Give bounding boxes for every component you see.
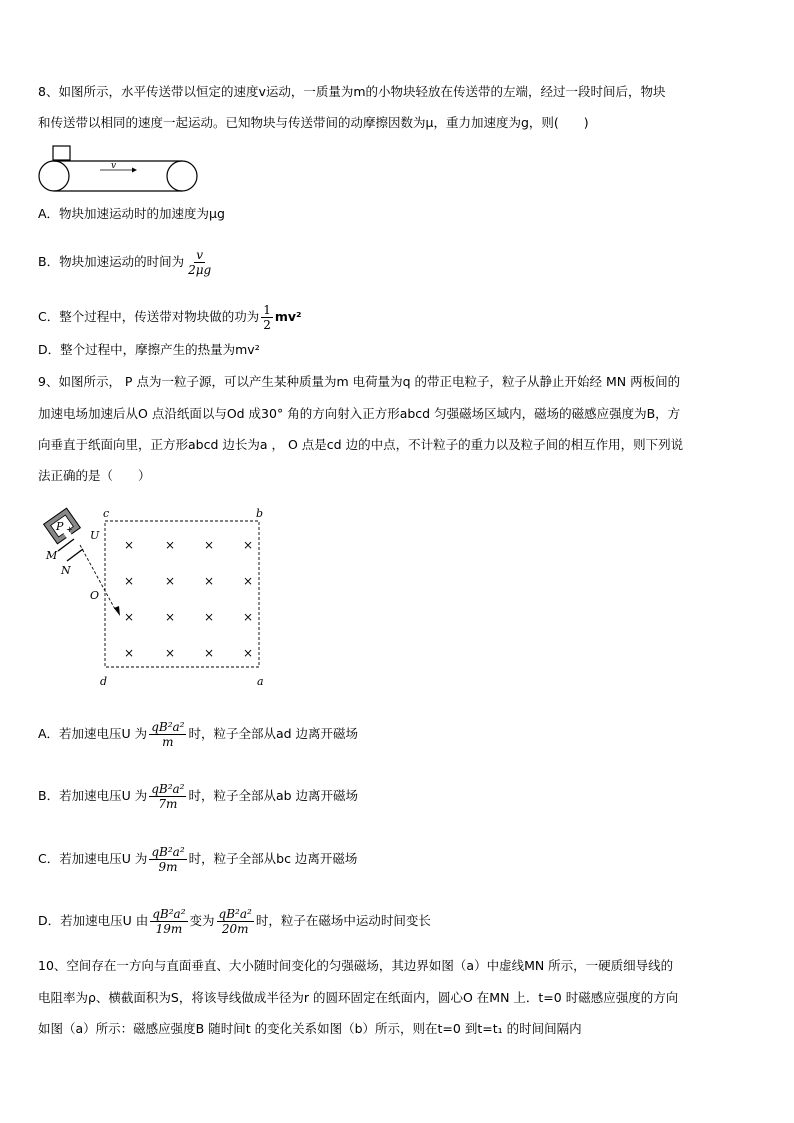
q9-stem-line1: 9、如图所示， P 点为一粒子源，可以产生某种质量为m 电荷量为q 的带正电粒子，粒子从静止开始经 MN 两板间的 — [38, 374, 681, 389]
field-cross-0-2: × — [204, 538, 215, 552]
fraction-numerator: qB²a² — [152, 907, 186, 921]
field-cross-3-2: × — [204, 646, 215, 660]
q9-option-d[interactable] — [38, 907, 431, 936]
fraction-numerator: 1 — [263, 303, 271, 317]
q8-stem-line2: 和传送带以相同的速度一起运动。已知物块与传送带间的动摩擦因数为μ，重力加速度为g，则( ) — [38, 115, 589, 130]
field-cross-1-2: × — [204, 574, 215, 588]
field-cross-2-2: × — [204, 610, 215, 624]
entry-point-O: O — [90, 589, 100, 602]
right-roller — [167, 161, 197, 191]
field-crosses — [124, 538, 253, 660]
q9-stem-line3: 向垂直于纸面向里，正方形abcd 边长为a ， O 点是cd 边的中点，不计粒子的重力以及粒子间的相互作用，则下列说 — [38, 437, 684, 452]
plate-label-N: N — [61, 564, 71, 577]
q10-stem-line3: 如图（a）所示：磁感应强度B 随时间t 的变化关系如图（b）所示，则在t=0 到t=t₁ 的时间间隔内 — [38, 1021, 582, 1036]
fraction-denominator: 20m — [221, 922, 249, 936]
q8-option-c-text: C．整个过程中，传送带对物块做的功为 — [38, 309, 260, 324]
field-cross-0-3: × — [243, 538, 254, 552]
q9-option-a-suffix: 时，粒子全部从ad 边离开磁场 — [188, 726, 359, 741]
field-cross-0-0: × — [124, 538, 135, 552]
q9-option-c-fraction — [149, 845, 186, 874]
q9-option-d-mid: 变为 — [189, 913, 215, 928]
q9-option-d-fraction-1 — [150, 907, 187, 936]
corner-c: c — [103, 507, 110, 520]
fraction-numerator: qB²a² — [218, 907, 252, 921]
q8-option-c-fraction — [261, 303, 273, 332]
q8-stem-line1: 8、如图所示，水平传送带以恒定的速度v运动，一质量为m的小物块轻放在传送带的左端，经过一段时间后，物块 — [38, 84, 666, 99]
fraction-denominator: 2μg — [188, 263, 212, 277]
q9-option-b-fraction — [149, 782, 186, 811]
corner-a: a — [257, 675, 264, 688]
fraction-numerator: v — [196, 248, 204, 262]
fraction-denominator: m — [162, 735, 174, 749]
left-roller — [39, 161, 69, 191]
q8-option-a[interactable]: A．物块加速运动时的加速度为μg — [38, 206, 225, 221]
q8-option-b-text: B．物块加速运动的时间为 — [38, 254, 185, 269]
plate-label-M: M — [46, 549, 58, 562]
field-cross-3-3: × — [243, 646, 254, 660]
fraction-denominator: 7m — [158, 797, 178, 811]
q9-option-a-fraction — [149, 720, 186, 749]
q9-option-b-prefix: B．若加速电压U 为 — [38, 788, 148, 803]
conveyor-belt-figure — [36, 143, 200, 195]
fraction-denominator: 9m — [158, 860, 178, 874]
q9-stem-line2: 加速电场加速后从O 点沿纸面以与Od 成30° 角的方向射入正方形abcd 匀强磁场区域内，磁场的磁感应强度为B，方 — [38, 406, 681, 421]
voltage-label-U: U — [90, 529, 100, 542]
block — [53, 146, 70, 160]
field-cross-2-1: × — [165, 610, 176, 624]
q10-stem-line2: 电阻率为ρ、横截面积为S，将该导线做成半径为r 的圆环固定在纸面内，圆心O 在MN 上．t=0 时磁感应强度的方向 — [38, 990, 679, 1005]
source-plus: + — [66, 525, 73, 534]
q9-option-c-suffix: 时，粒子全部从bc 边离开磁场 — [188, 851, 358, 866]
field-cross-1-3: × — [243, 574, 254, 588]
corner-b: b — [256, 507, 264, 520]
field-cross-2-0: × — [124, 610, 135, 624]
fraction-numerator: qB²a² — [151, 845, 185, 859]
q9-option-d-prefix: D．若加速电压U 由 — [38, 913, 149, 928]
field-cross-1-0: × — [124, 574, 135, 588]
q9-option-b-suffix: 时，粒子全部从ab 边离开磁场 — [188, 788, 359, 803]
fraction-numerator: qB²a² — [151, 720, 185, 734]
q9-option-c[interactable] — [38, 845, 357, 874]
fraction-numerator: qB²a² — [151, 782, 185, 796]
field-cross-0-1: × — [165, 538, 176, 552]
field-cross-1-1: × — [165, 574, 176, 588]
q8-option-b[interactable] — [38, 248, 215, 277]
fraction-denominator: 2 — [263, 318, 271, 332]
source-label-P: P — [56, 520, 64, 533]
q9-option-c-prefix: C．若加速电压U 为 — [38, 851, 148, 866]
q8-option-c-expression: mv² — [274, 309, 302, 324]
field-cross-3-0: × — [124, 646, 135, 660]
q9-option-a[interactable] — [38, 720, 358, 749]
q8-option-d[interactable]: D．整个过程中，摩擦产生的热量为mv² — [38, 342, 260, 357]
corner-d: d — [100, 675, 108, 688]
field-cross-2-3: × — [243, 610, 254, 624]
q8-option-c[interactable] — [38, 303, 302, 332]
q9-option-a-prefix: A．若加速电压U 为 — [38, 726, 148, 741]
fraction-denominator: 19m — [155, 922, 183, 936]
q9-option-d-fraction-2 — [217, 907, 254, 936]
velocity-arrowhead — [132, 168, 137, 173]
q10-stem-line1: 10、空间存在一方向与直面垂直、大小随时间变化的匀强磁场，其边界如图（a）中虚线MN 所示，一硬质细导线的 — [38, 958, 674, 973]
velocity-label: v — [111, 161, 117, 171]
particle-arrowhead — [114, 606, 120, 616]
q9-stem-line4: 法正确的是（ ） — [38, 468, 151, 483]
plate-N — [67, 549, 83, 561]
q9-option-b[interactable] — [38, 782, 358, 811]
q8-option-b-fraction — [186, 248, 213, 277]
field-cross-3-1: × — [165, 646, 176, 660]
magnetic-field-figure — [38, 505, 270, 690]
q9-option-d-suffix: 时，粒子在磁场中运动时间变长 — [255, 913, 431, 928]
